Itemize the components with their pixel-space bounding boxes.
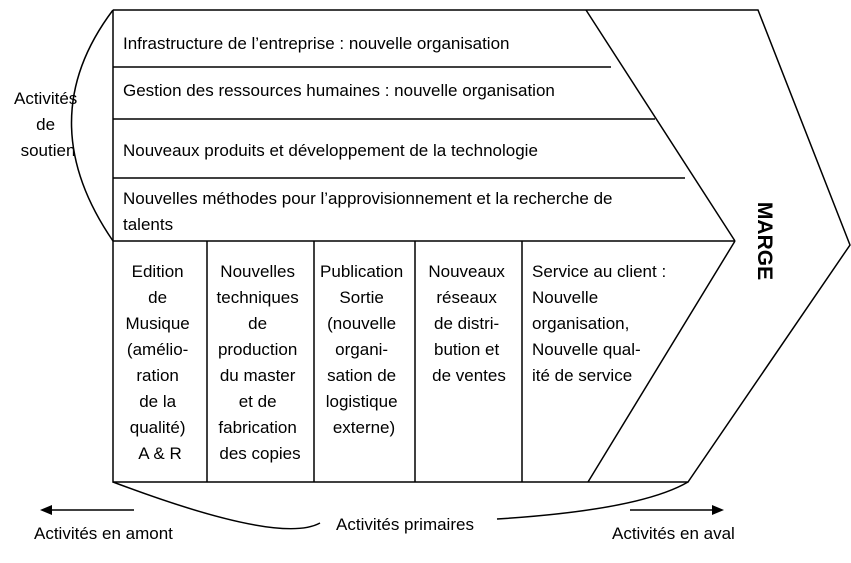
primary-col-line: sation de xyxy=(327,366,397,385)
support-row-infrastructure xyxy=(123,34,510,53)
support-row-line: talents xyxy=(123,215,174,234)
primary-col-line: Service au client : xyxy=(532,262,667,281)
support-label-line: soutien xyxy=(20,141,76,160)
support-row-line: Gestion des ressources humaines : nouvelle organisation xyxy=(123,81,555,100)
support-row-line: Nouvelles méthodes pour l’approvisionnement et la recherche de xyxy=(123,189,613,208)
support-label-line: de xyxy=(36,115,56,134)
primary-col-line: A & R xyxy=(138,444,182,463)
primary-brace xyxy=(113,482,320,529)
primary-col-line: de xyxy=(148,288,168,307)
primary-col-line: Nouveaux xyxy=(428,262,505,281)
primary-col-line: fabrication xyxy=(218,418,297,437)
primary-col-line: organisation, xyxy=(532,314,630,333)
primary-col-line: de la xyxy=(139,392,177,411)
upstream-label: Activités en amont xyxy=(34,524,173,543)
support-row-procurement xyxy=(123,189,617,234)
primary-col-line: Edition xyxy=(131,262,184,281)
primary-col-line: ité de service xyxy=(532,366,633,385)
primary-col-line: techniques xyxy=(216,288,299,307)
primary-col-line: (nouvelle xyxy=(327,314,397,333)
primary-col-line: Nouvelle xyxy=(532,288,599,307)
downstream-label: Activités en aval xyxy=(612,524,735,543)
downstream-arrowhead xyxy=(712,505,724,515)
primary-activities-label: Activités primaires xyxy=(336,515,474,534)
upstream-arrowhead xyxy=(40,505,52,515)
primary-col-line: externe) xyxy=(332,418,396,437)
primary-col-distribution xyxy=(428,262,509,385)
margin-label: MARGE xyxy=(753,201,776,281)
primary-col-line: Publication xyxy=(320,262,404,281)
primary-col-production xyxy=(217,262,304,463)
primary-col-line: Nouvelle qual- xyxy=(532,340,641,359)
primary-col-line: bution et xyxy=(434,340,500,359)
primary-col-customer-service xyxy=(532,262,671,385)
primary-col-line: production xyxy=(217,340,298,359)
primary-col-line: logistique xyxy=(325,392,398,411)
primary-col-line: ration xyxy=(136,366,179,385)
support-row-hr xyxy=(123,81,555,100)
primary-col-line: organi- xyxy=(335,340,389,359)
primary-brace-right xyxy=(497,482,688,519)
primary-col-line: et de xyxy=(238,392,277,411)
support-row-line: Nouveaux produits et développement de la technologie xyxy=(123,141,538,160)
primary-col-line: de xyxy=(248,314,268,333)
support-label-line: Activités xyxy=(13,89,78,108)
primary-col-line: Nouvelles xyxy=(220,262,295,281)
support-row-line: Infrastructure de l’entreprise : nouvelle organisation xyxy=(123,34,510,53)
primary-col-publication xyxy=(320,262,408,437)
primary-col-line: (amélio- xyxy=(126,340,189,359)
primary-col-music-editing xyxy=(126,262,195,463)
primary-col-line: réseaux xyxy=(436,288,497,307)
support-row-technology xyxy=(123,141,538,160)
primary-col-line: des copies xyxy=(219,444,301,463)
primary-col-line: de distri- xyxy=(434,314,500,333)
primary-col-line: Musique xyxy=(125,314,190,333)
primary-col-line: de ventes xyxy=(432,366,506,385)
support-brace xyxy=(72,10,114,241)
primary-col-line: Sortie xyxy=(339,288,384,307)
primary-col-line: du master xyxy=(219,366,296,385)
primary-col-line: qualité) xyxy=(129,418,186,437)
